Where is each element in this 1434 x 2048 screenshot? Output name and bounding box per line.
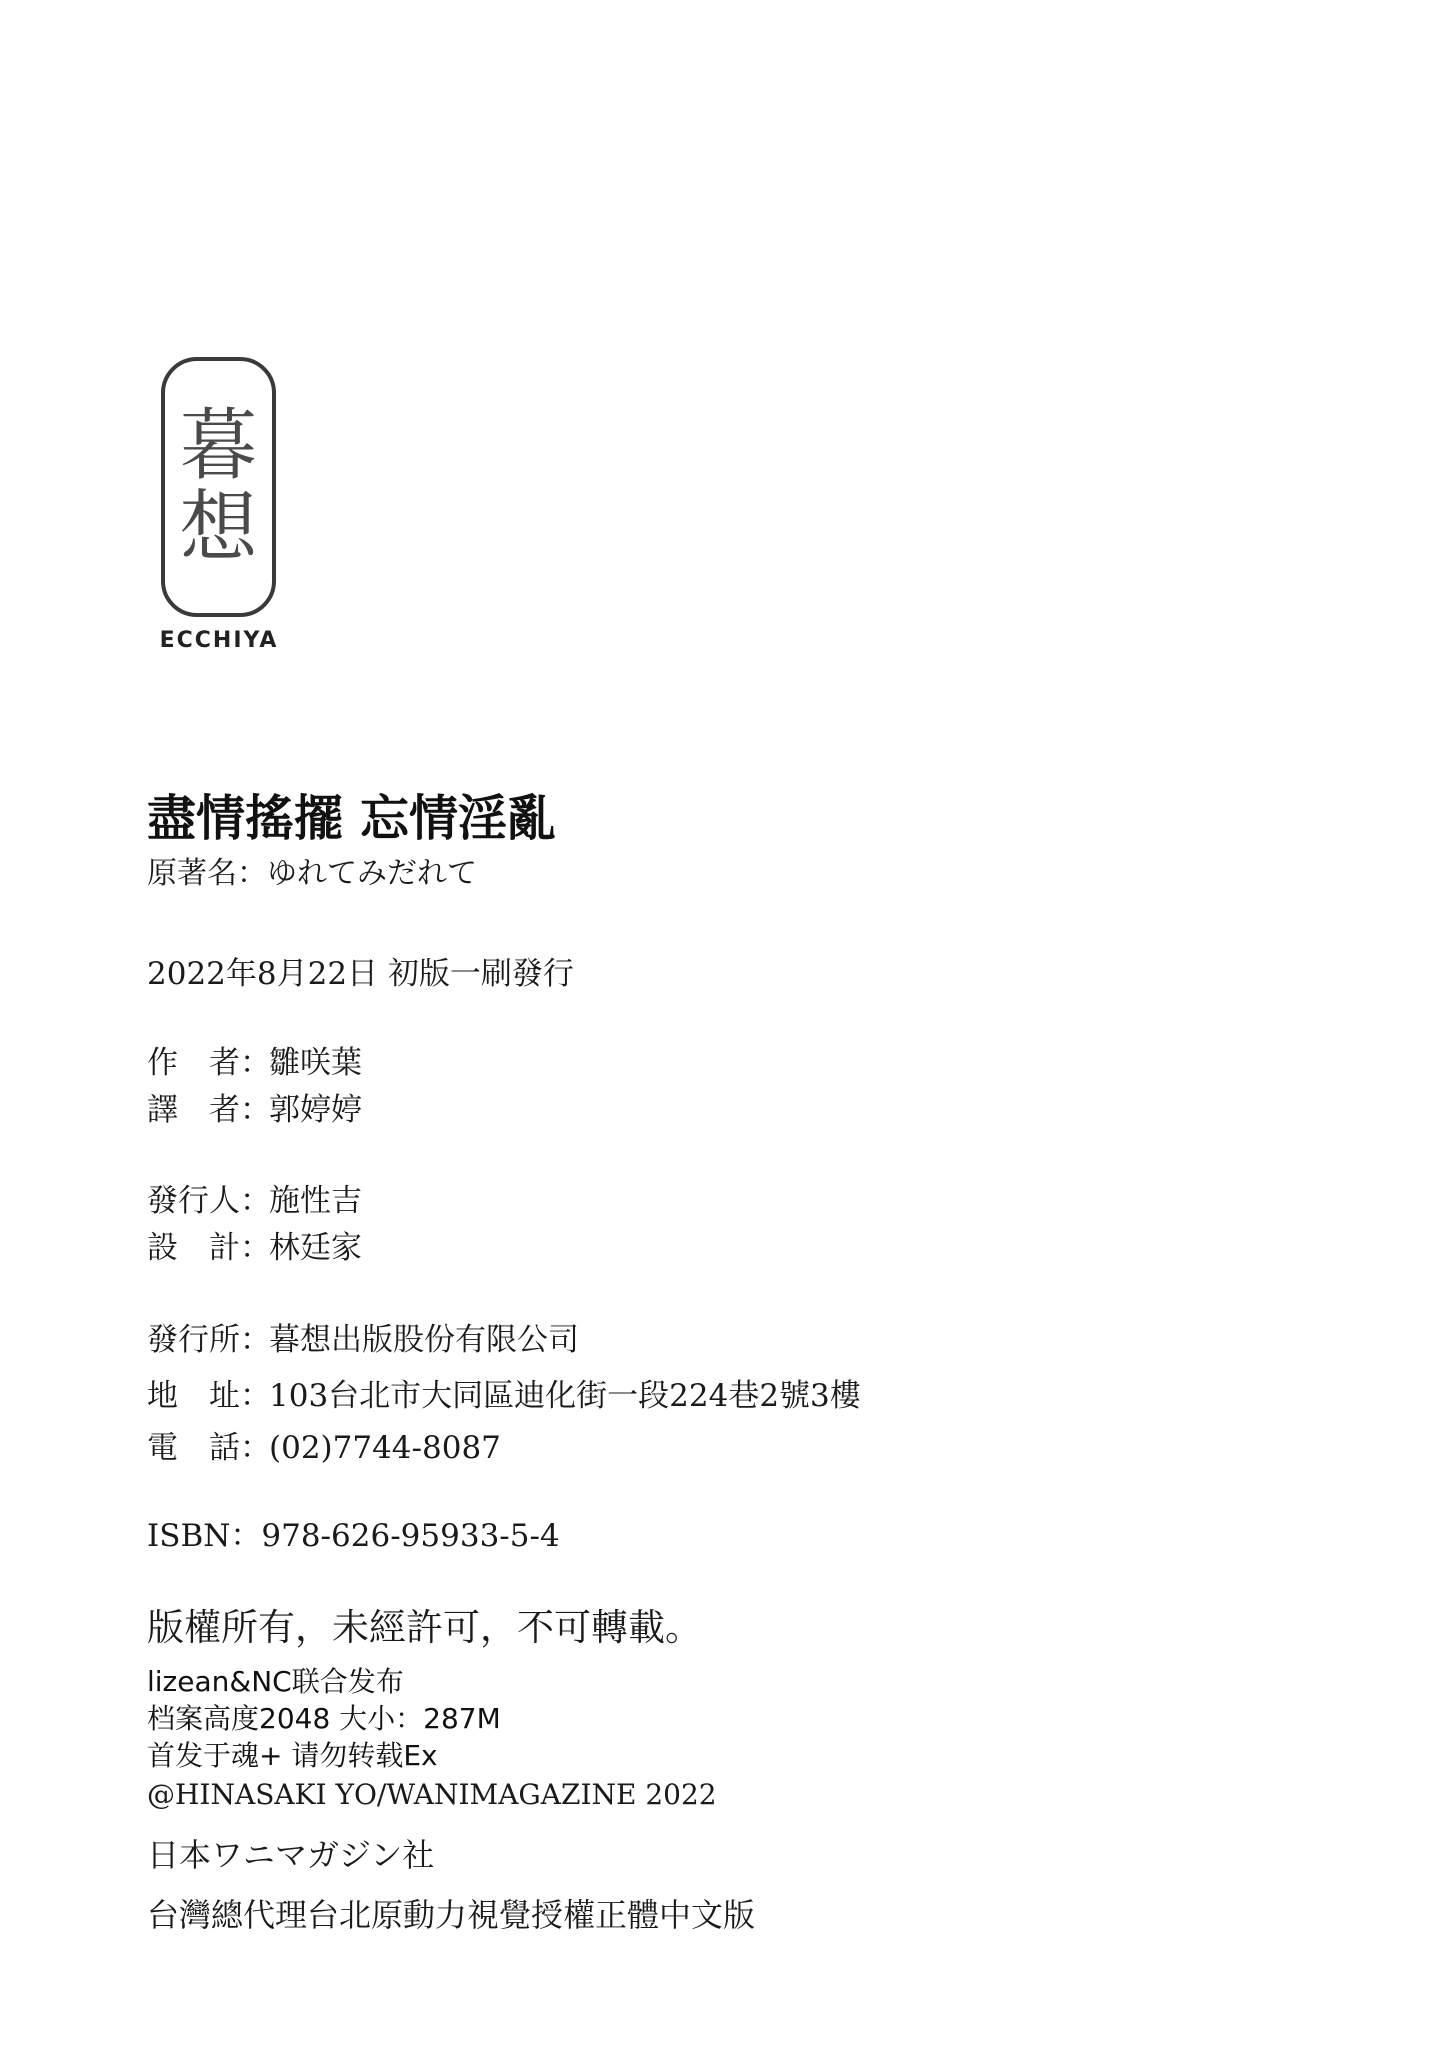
book-title: 盡情搖擺 忘情淫亂 <box>147 790 557 847</box>
rights-notice: 版權所有，未經許可，不可轉載。 <box>147 1606 702 1649</box>
author-line <box>147 1037 362 1082</box>
scan-note-2: 档案高度2048 大小：287M <box>147 1702 501 1735</box>
copyright: @HINASAKI YO/WANIMAGAZINE 2022 <box>147 1778 717 1811</box>
publisher-line <box>147 1175 362 1220</box>
translator-value: 郭婷婷 <box>269 1092 362 1128</box>
address-label: 地 址： <box>147 1378 271 1414</box>
scan-note-3: 首发于魂+ 请勿转载Ex <box>147 1739 438 1772</box>
original-title: 原著名：ゆれてみだれて <box>147 856 477 891</box>
publish-date: 2022年8月22日 初版一刷發行 <box>147 956 574 992</box>
logo-char-1: 暮 <box>179 401 258 491</box>
designer-value: 林廷家 <box>269 1230 362 1266</box>
phone-line <box>147 1422 501 1467</box>
isbn: ISBN：978-626-95933-5-4 <box>147 1518 560 1554</box>
translator-label: 譯 者： <box>147 1092 271 1128</box>
company-label: 發行所： <box>147 1322 271 1358</box>
company-line <box>147 1314 579 1359</box>
phone-label: 電 話： <box>147 1430 271 1466</box>
phone-value: (02)7744-8087 <box>269 1430 501 1466</box>
company-value: 暮想出版股份有限公司 <box>269 1322 579 1358</box>
license-notice: 台灣總代理台北原動力視覺授權正體中文版 <box>147 1896 756 1934</box>
scan-note-1: lizean&NC联合发布 <box>147 1665 404 1698</box>
publisher-value: 施性吉 <box>269 1183 362 1219</box>
address-value: 103台北市大同區迪化街一段224巷2號3樓 <box>269 1378 861 1414</box>
designer-label: 設 計： <box>147 1230 271 1266</box>
original-publisher: 日本ワニマガジン社 <box>147 1836 435 1874</box>
designer-line <box>147 1222 362 1267</box>
address-line <box>147 1370 861 1415</box>
logo-name: ECCHIYA <box>159 628 279 653</box>
logo-char-2: 想 <box>179 483 258 573</box>
publisher-label: 發行人： <box>147 1183 271 1219</box>
author-label: 作 者： <box>147 1045 271 1081</box>
publisher-logo-seal <box>161 357 276 617</box>
author-value: 雛咲葉 <box>269 1045 362 1081</box>
translator-line <box>147 1084 362 1129</box>
